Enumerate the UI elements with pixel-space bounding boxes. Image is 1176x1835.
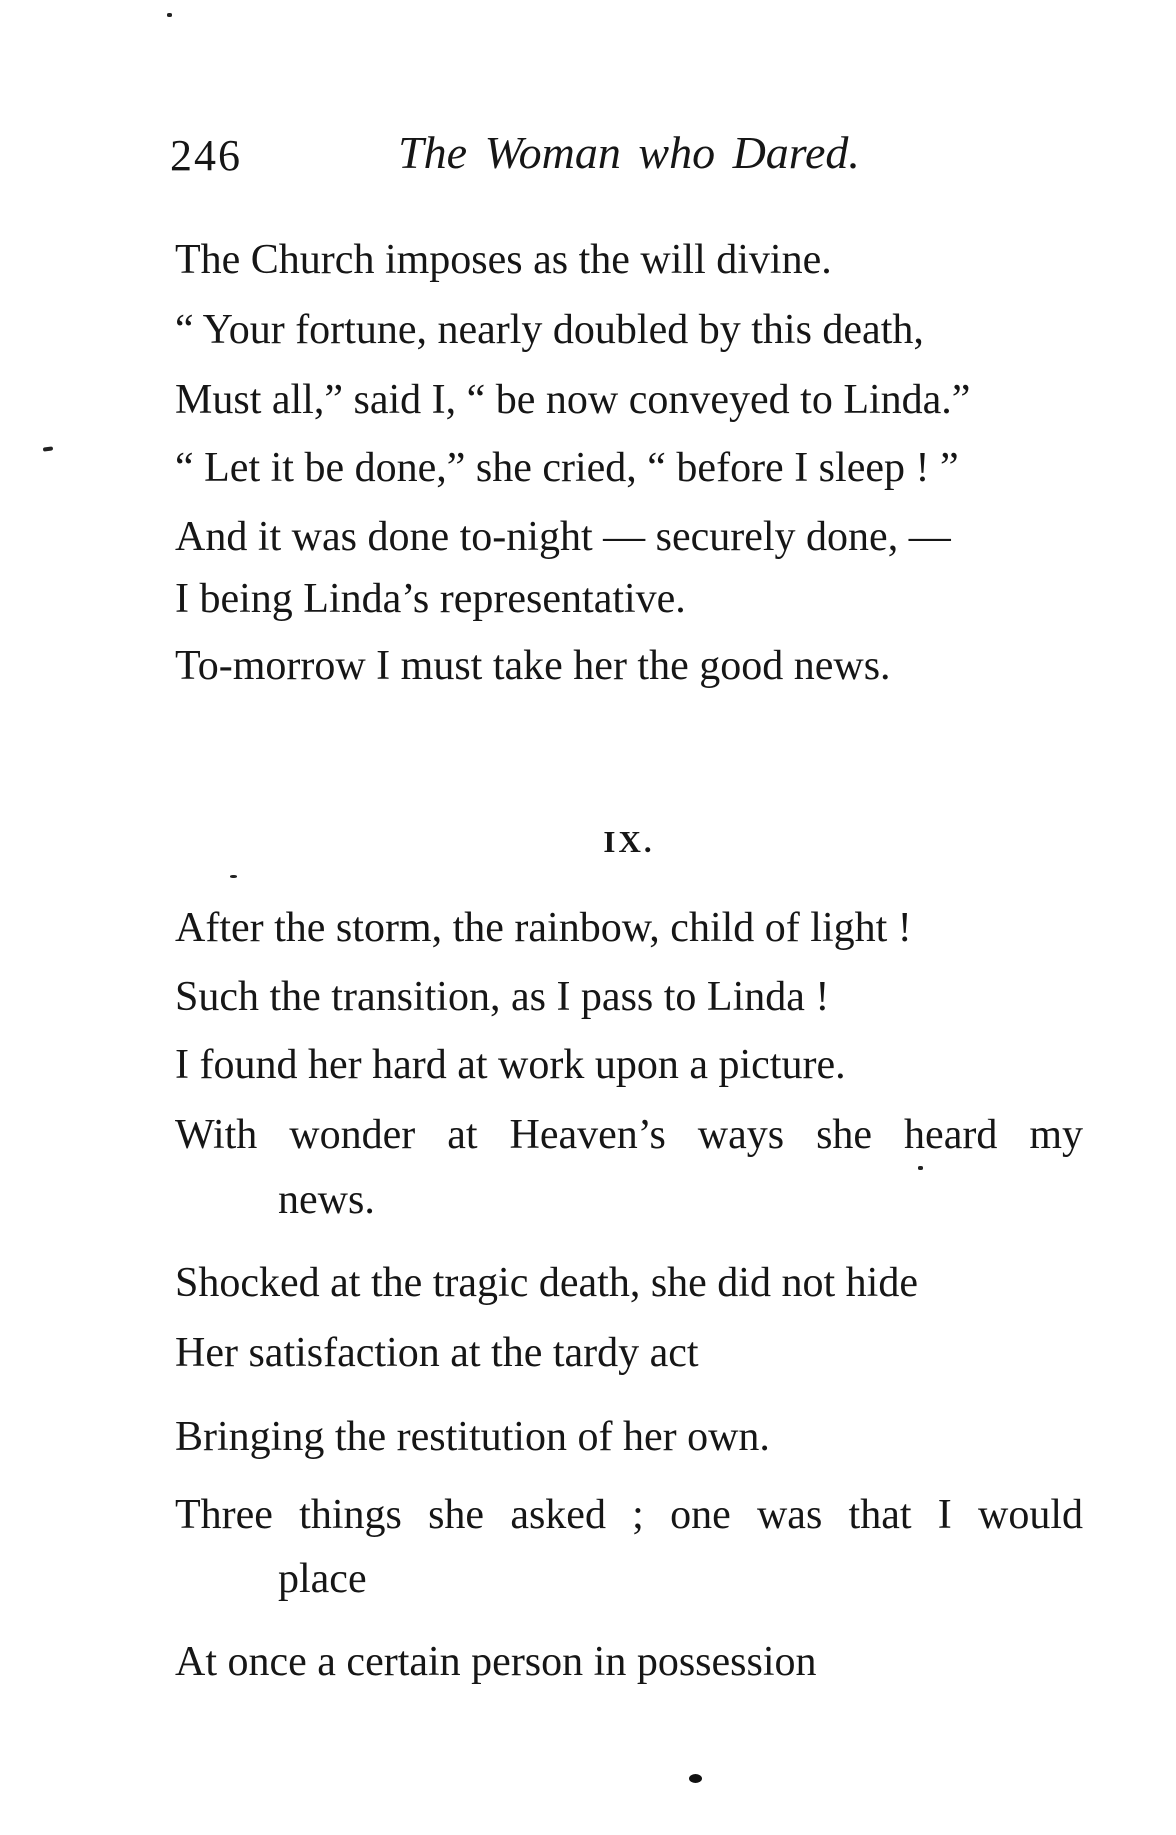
poem-line: Such the transition, as I pass to Linda ! bbox=[175, 974, 830, 1020]
poem-line: Shocked at the tragic death, she did not hide bbox=[175, 1260, 918, 1306]
page-number: 246 bbox=[170, 131, 242, 180]
poem-line: To-morrow I must take her the good news. bbox=[175, 643, 891, 689]
poem-line: Her satisfaction at the tardy act bbox=[175, 1330, 699, 1376]
poem-line: “ Let it be done,” she cried, “ before I sleep ! ” bbox=[175, 445, 959, 491]
ink-speck bbox=[167, 13, 172, 17]
poem-line: Must all,” said I, “ be now conveyed to Linda.” bbox=[175, 377, 971, 423]
poem-line: I being Linda’s representative. bbox=[175, 576, 686, 622]
poem-line-runover: place bbox=[278, 1556, 367, 1602]
poem-line: Three things she asked ; one was that I would bbox=[175, 1492, 1083, 1538]
poem-line: At once a certain person in possession bbox=[175, 1639, 817, 1685]
poem-line: I found her hard at work upon a picture. bbox=[175, 1042, 846, 1088]
ink-dot bbox=[689, 1774, 702, 1783]
poem-line: The Church imposes as the will divine. bbox=[175, 237, 832, 283]
poem-line: Bringing the restitution of her own. bbox=[175, 1414, 770, 1460]
poem-line: “ Your fortune, nearly doubled by this death, bbox=[175, 307, 924, 353]
ink-speck bbox=[230, 875, 237, 878]
running-head-title: The Woman who Dared. bbox=[398, 127, 860, 178]
poem-line: With wonder at Heaven’s ways she heard my bbox=[175, 1112, 1083, 1158]
ink-speck bbox=[918, 1166, 923, 1170]
poem-line-runover: news. bbox=[278, 1177, 375, 1223]
margin-mark bbox=[43, 446, 53, 451]
poem-line: And it was done to-night — securely done, — bbox=[175, 514, 951, 560]
section-heading: IX. bbox=[603, 824, 655, 859]
poem-line: After the storm, the rainbow, child of light ! bbox=[175, 905, 912, 951]
